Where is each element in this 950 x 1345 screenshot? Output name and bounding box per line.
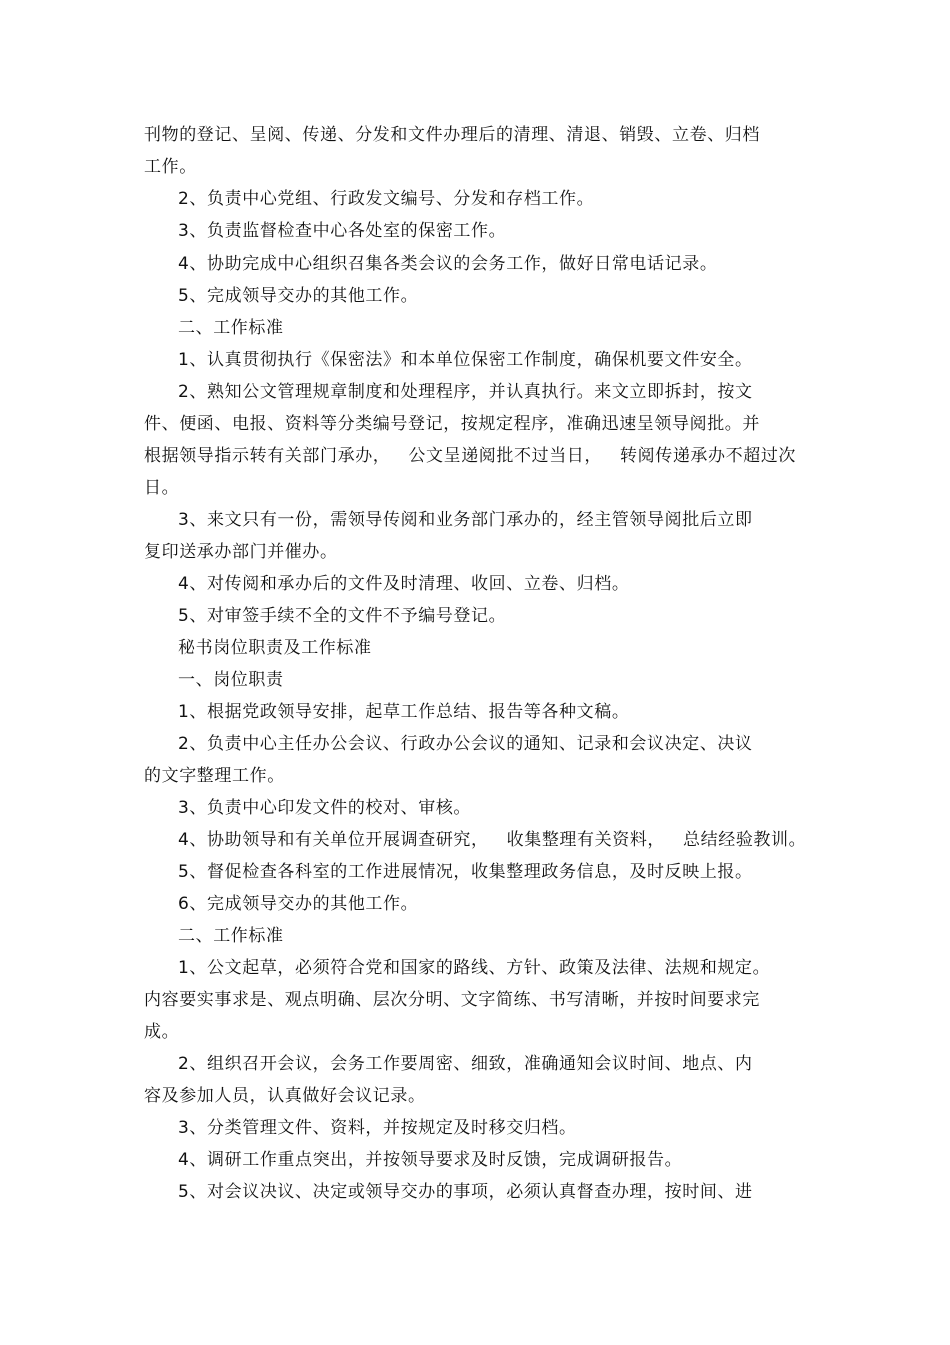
section-heading: 一、岗位职责 xyxy=(178,670,284,690)
section-heading: 二、工作标准 xyxy=(178,318,284,338)
text-line: 5、完成领导交办的其他工作。 xyxy=(178,286,419,306)
text-line: 工作。 xyxy=(144,157,197,177)
text-line: 5、对会议决议、决定或领导交办的事项，必须认真督查办理，按时间、进 xyxy=(178,1182,753,1202)
text-line: 日。 xyxy=(144,478,180,498)
section-title: 秘书岗位职责及工作标准 xyxy=(178,638,372,658)
text-line: 内容要实事求是、观点明确、层次分明、文字简练、书写清晰，并按时间要求完 xyxy=(144,990,760,1010)
text-line: 2、负责中心党组、行政发文编号、分发和存档工作。 xyxy=(178,189,595,209)
text-line: 复印送承办部门并催办。 xyxy=(144,542,338,562)
text-line: 3、分类管理文件、资料，并按规定及时移交归档。 xyxy=(178,1118,577,1138)
text-line: 根据领导指示转有关部门承办， 公文呈递阅批不过当日， 转阅传递承办不超过次 xyxy=(144,446,797,466)
text-line: 4、调研工作重点突出，并按领导要求及时反馈，完成调研报告。 xyxy=(178,1150,683,1170)
text-line: 4、对传阅和承办后的文件及时清理、收回、立卷、归档。 xyxy=(178,574,630,594)
text-line: 2、负责中心主任办公会议、行政办公会议的通知、记录和会议决定、决议 xyxy=(178,734,753,754)
text-line: 3、来文只有一份，需领导传阅和业务部门承办的，经主管领导阅批后立即 xyxy=(178,510,753,530)
section-heading: 二、工作标准 xyxy=(178,926,284,946)
text-line: 4、协助完成中心组织召集各类会议的会务工作，做好日常电话记录。 xyxy=(178,254,718,274)
text-line: 5、督促检查各科室的工作进展情况，收集整理政务信息，及时反映上报。 xyxy=(178,862,753,882)
text-line: 3、负责监督检查中心各处室的保密工作。 xyxy=(178,221,507,241)
text-line: 6、完成领导交办的其他工作。 xyxy=(178,894,419,914)
text-line: 1、公文起草，必须符合党和国家的路线、方针、政策及法律、法规和规定。 xyxy=(178,958,771,978)
text-line: 成。 xyxy=(144,1022,180,1042)
text-line: 2、熟知公文管理规章制度和处理程序，并认真执行。来文立即拆封，按文 xyxy=(178,382,753,402)
text-line: 1、认真贯彻执行《保密法》和本单位保密工作制度，确保机要文件安全。 xyxy=(178,350,753,370)
text-line: 4、协助领导和有关单位开展调查研究， 收集整理有关资料， 总结经验教训。 xyxy=(178,830,807,850)
text-line: 的文字整理工作。 xyxy=(144,766,285,786)
text-line: 3、负责中心印发文件的校对、审核。 xyxy=(178,798,472,818)
text-line: 5、对审签手续不全的文件不予编号登记。 xyxy=(178,606,507,626)
text-line: 刊物的登记、呈阅、传递、分发和文件办理后的清理、清退、销毁、立卷、归档 xyxy=(144,125,760,145)
text-line: 容及参加人员，认真做好会议记录。 xyxy=(144,1086,426,1106)
text-line: 2、组织召开会议，会务工作要周密、细致，准确通知会议时间、地点、内 xyxy=(178,1054,753,1074)
text-line: 1、根据党政领导安排，起草工作总结、报告等各种文稿。 xyxy=(178,702,630,722)
text-line: 件、便函、电报、资料等分类编号登记，按规定程序，准确迅速呈领导阅批。并 xyxy=(144,414,760,434)
